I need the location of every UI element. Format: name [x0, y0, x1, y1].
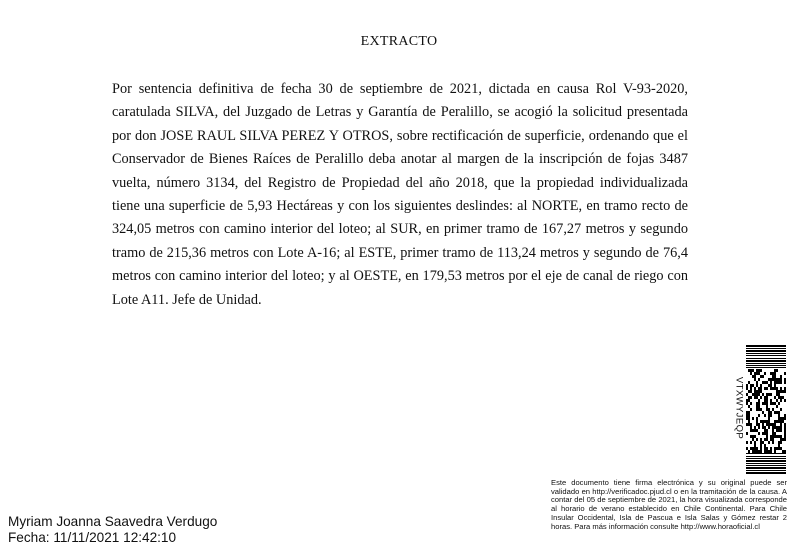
signature-date: Fecha: 11/11/2021 12:42:10 [8, 530, 177, 545]
document-title: EXTRACTO [360, 34, 438, 49]
signer-block [8, 514, 217, 546]
document-body: Por sentencia definitiva de fecha 30 de septiembre de 2021, dictada en causa Rol V-93-2020, caratulada SILVA, del Juzgado de Letras y Garantía de Peralillo, se acogió la solicitud presentada por don JOSE RAUL SILVA PEREZ Y OTROS, sobre rectificación de superficie, ordenando que el Conservador de Bienes Raíces de Peralillo deba anotar al margen de la inscripción de fojas 3487 vuelta, número 3134, del Registro de Propiedad del año 2018, que la propiedad individualizada tiene una superficie de 5,93 Hectáreas y con los siguientes deslindes: al NORTE, en tramo recto de 324,05 metros con camino interior del loteo; al SUR, en primer tramo de 167,27 metros y segundo tramo de 215,36 metros con Lote A-16; al ESTE, primer tramo de 113,24 metros y segundo de 76,4 metros con camino interior del loteo; y al OESTE, en 179,53 metros por el eje de canal de riego con Lote A11. Jefe de Unidad. [112, 81, 688, 308]
signer-name: Myriam Joanna Saavedra Verdugo [8, 514, 218, 529]
pdf417-barcode [746, 345, 786, 475]
verification-code: VTXWYJEQP [733, 376, 745, 440]
e-signature-notice: Este documento tiene firma electrónica y su original puede ser validado en http://verificadoc.pjud.cl o en la tramitación de la causa. A contar del 05 de septiembre de 2021, la hora visualizada corresponde al horario de verano establecido en Chile Continental. Para Chile Insular Occidental, Isla de Pascua e Isla Salas y Gómez restar 2 horas. Para más información consulte http://www.horaoficial.cl [551, 478, 787, 531]
